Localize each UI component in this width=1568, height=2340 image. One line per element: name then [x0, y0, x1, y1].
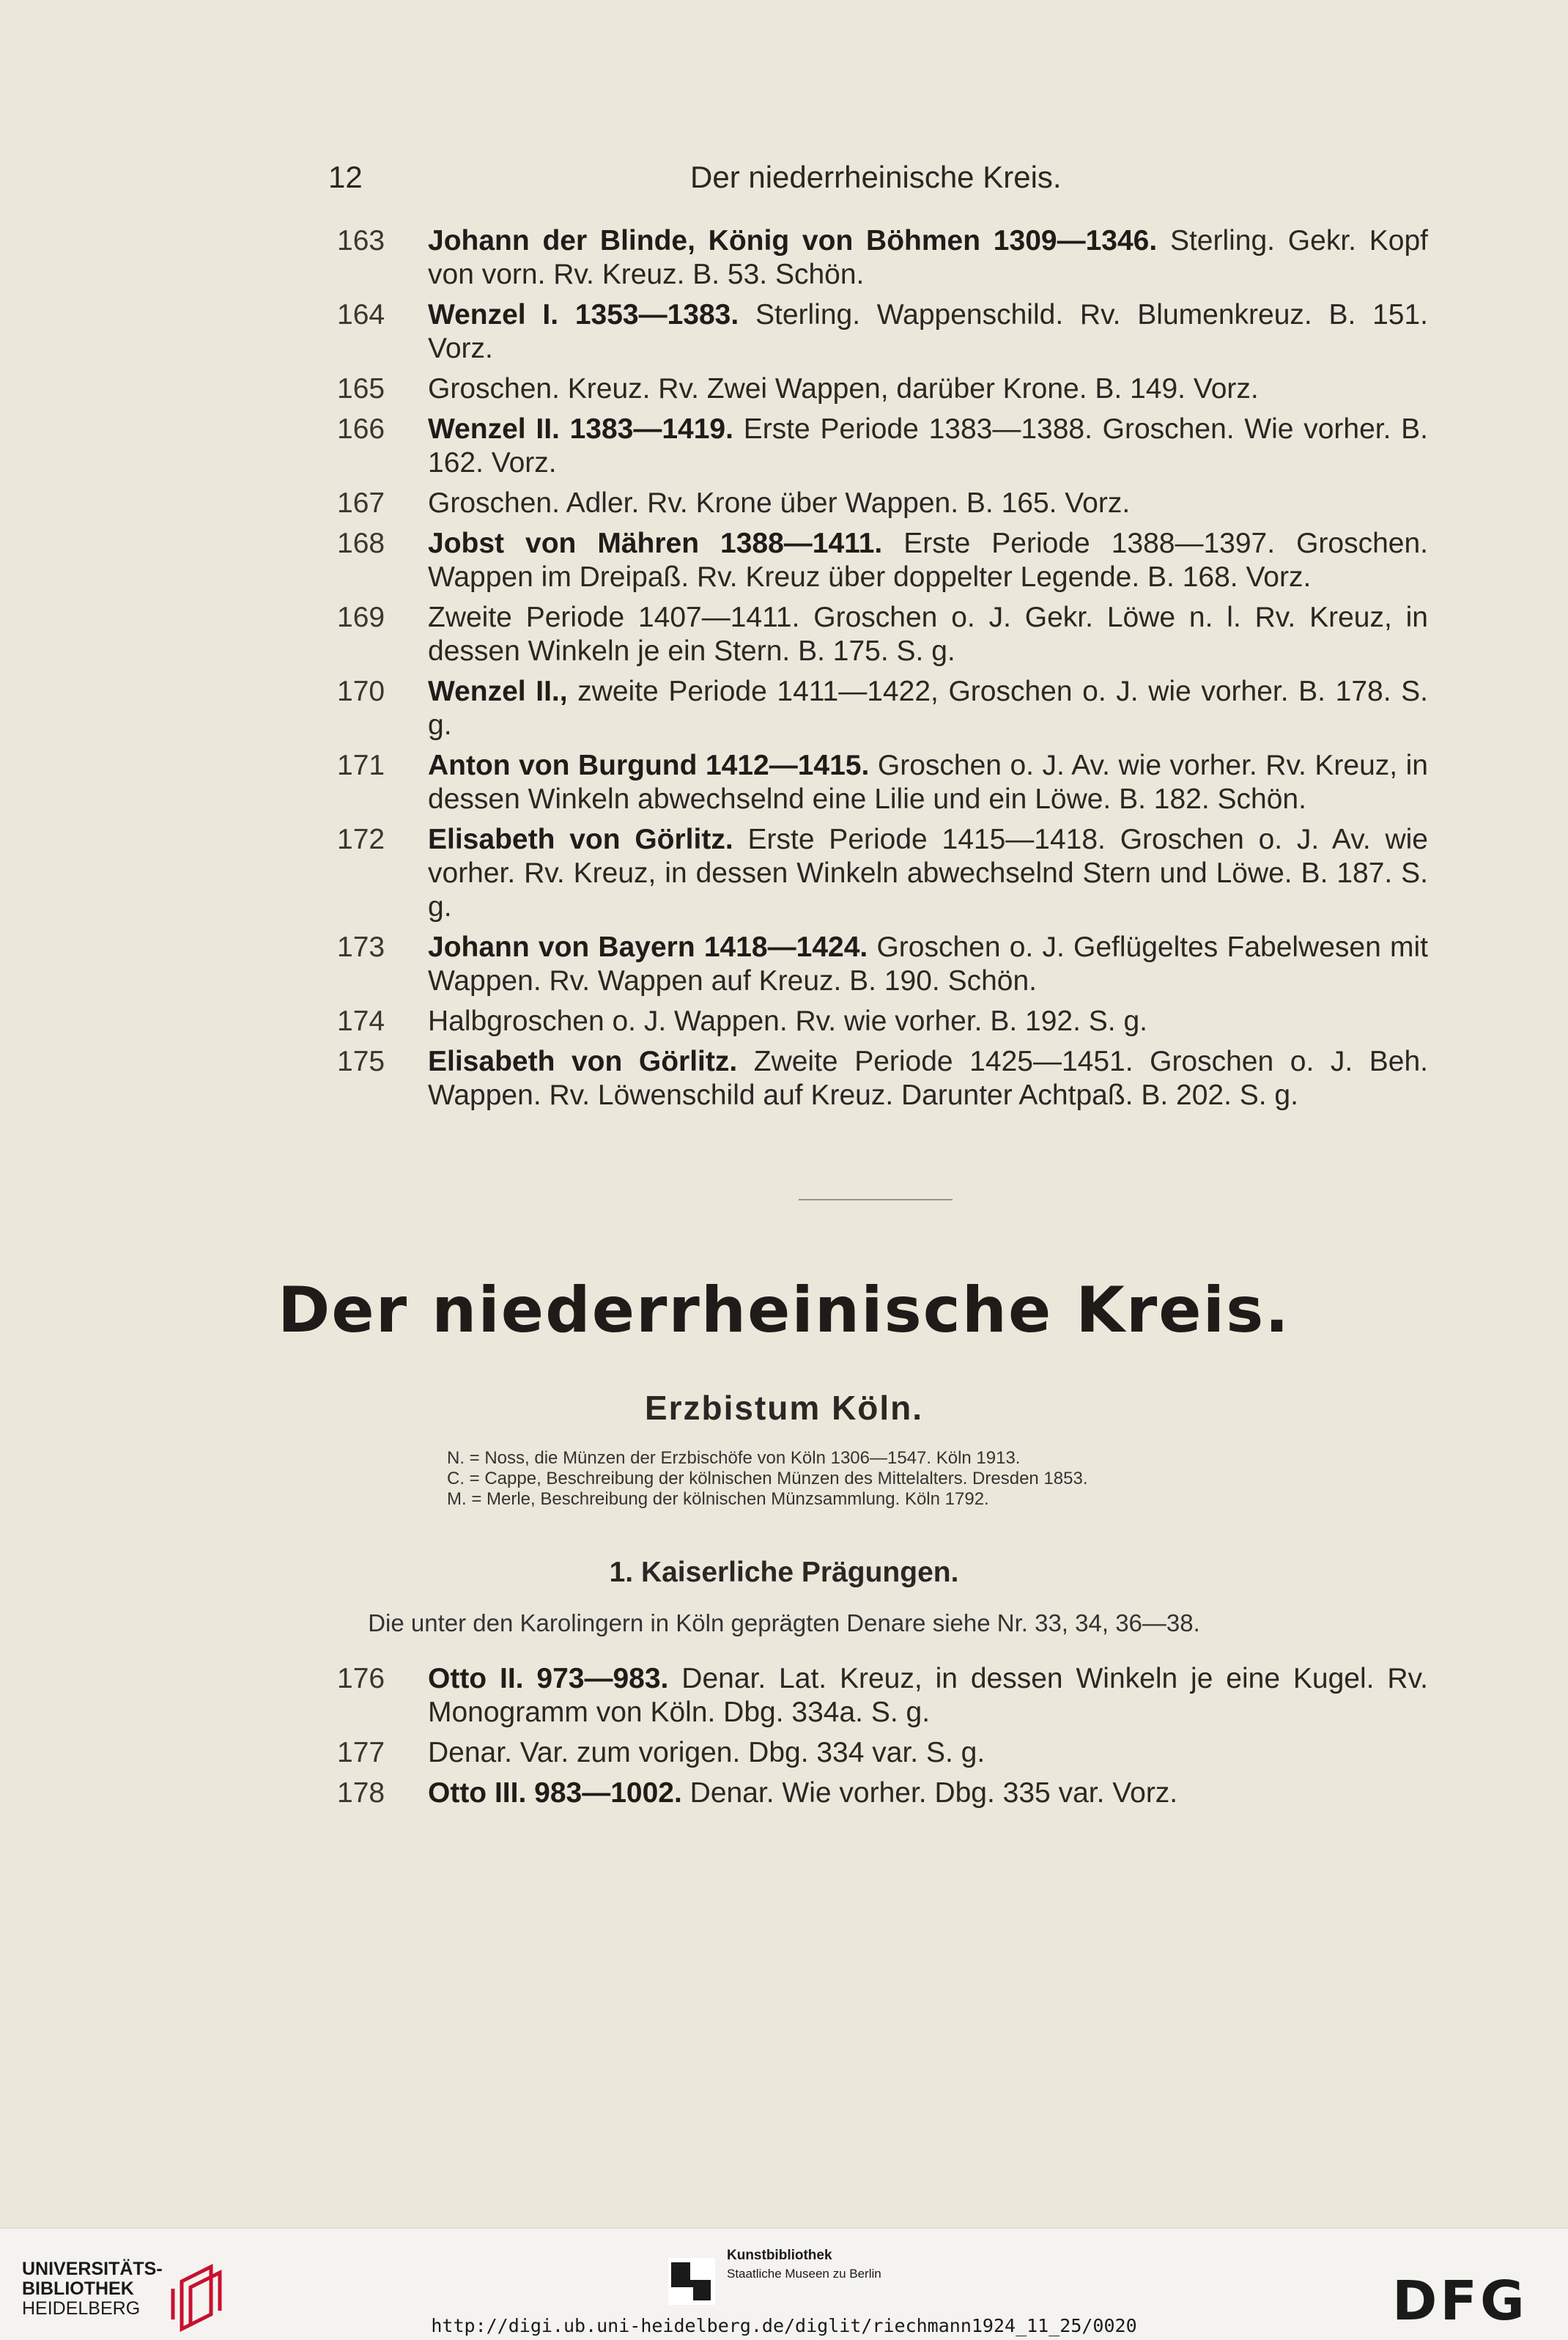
kunstbibliothek-subtitle: Staatliche Museen zu Berlin [727, 2267, 881, 2281]
section-subtitle: Erzbistum Köln. [644, 1389, 924, 1427]
running-head [328, 160, 1427, 204]
dfg-logo[interactable]: DFG [1392, 2270, 1528, 2333]
entry-ruler-heading: Wenzel II. 1383—1419. [428, 413, 733, 445]
kunstbibliothek-mark-icon [668, 2258, 715, 2305]
entry-number: 168 [337, 528, 385, 559]
entry-number: 176 [337, 1663, 385, 1694]
catalogue-entry [337, 487, 1436, 520]
entry-description: Zweite Periode 1407—1411. Groschen o. J. Gekr. Löwe n. l. Rv. Kreuz, in dessen Winkeln je ein Stern. B. 175. S. g. [428, 602, 1428, 667]
kunstbibliothek-logo[interactable] [668, 2248, 961, 2314]
catalogue-entry [337, 527, 1436, 594]
entry-description: Halbgroschen o. J. Wappen. Rv. wie vorher. B. 192. S. g. [428, 1005, 1147, 1037]
entry-ruler-heading: Elisabeth von Görlitz. [428, 1046, 738, 1077]
entry-body [428, 931, 1428, 998]
entry-number: 165 [337, 373, 385, 405]
separator-rule [799, 1199, 953, 1200]
entry-number: 167 [337, 487, 385, 519]
section-note: Die unter den Karolingern in Köln geprägten Denare siehe Nr. 33, 34, 36—38. [368, 1609, 1200, 1636]
entry-description: Denar. Lat. Kreuz, in dessen Winkeln je eine Kugel. Rv. Monogramm von Köln. Dbg. 334a. S. g. [428, 1663, 1428, 1728]
entry-body [428, 1045, 1428, 1112]
footer-bar [0, 2228, 1568, 2340]
catalogue-entry [337, 931, 1436, 998]
page-number: 12 [328, 160, 363, 194]
entry-body [428, 823, 1428, 924]
catalogue-entries-bottom [337, 1662, 1436, 1817]
entry-body [428, 675, 1428, 742]
entry-ruler-heading: Anton von Burgund 1412—1415. [428, 750, 870, 781]
entry-description: Sterling. Gekr. Kopf von vorn. Rv. Kreuz. B. 53. Schön. [428, 225, 1428, 290]
abbreviation-line: N. = Noss, die Münzen der Erzbischöfe von Köln 1306—1547. Köln 1913. [447, 1448, 1021, 1468]
entry-number: 171 [337, 750, 385, 781]
entry-description: Sterling. Wappenschild. Rv. Blumenkreuz. B. 151. Vorz. [428, 299, 1428, 364]
entry-number: 170 [337, 676, 385, 707]
entry-body [428, 749, 1428, 816]
source-url[interactable]: http://digi.ub.uni-heidelberg.de/diglit/riechmann1924_11_25/0020 [431, 2315, 1137, 2336]
ub-logo-line: UNIVERSITÄTS- [22, 2259, 163, 2279]
entry-body [428, 1736, 1428, 1770]
catalogue-entry [337, 372, 1436, 406]
catalogue-entry [337, 823, 1436, 924]
entry-body [428, 1005, 1428, 1038]
entry-number: 173 [337, 931, 385, 963]
entry-number: 177 [337, 1737, 385, 1768]
catalogue-entry [337, 1736, 1436, 1770]
entry-number: 163 [337, 225, 385, 256]
subsection-title: 1. Kaiserliche Prägungen. [609, 1557, 959, 1588]
ub-logo-line: HEIDELBERG [22, 2298, 141, 2319]
entry-description: zweite Periode 1411—1422, Groschen o. J. wie vorher. B. 178. S. g. [428, 676, 1428, 741]
entry-description: Erste Periode 1415—1418. Groschen o. J. Av. wie vorher. Rv. Kreuz, in dessen Winkeln abwechselnd Stern und Löwe. B. 187. S. g. [428, 824, 1428, 923]
entry-ruler-heading: Otto III. 983—1002. [428, 1777, 682, 1809]
entry-body [428, 487, 1428, 520]
entry-ruler-heading: Elisabeth von Görlitz. [428, 824, 733, 855]
kunstbibliothek-name: Kunstbibliothek [727, 2248, 832, 2263]
catalogue-entry [337, 1005, 1436, 1038]
entry-description: Denar. Wie vorher. Dbg. 335 var. Vorz. [681, 1777, 1178, 1809]
entry-number: 166 [337, 413, 385, 445]
entry-ruler-heading: Wenzel II., [428, 676, 568, 707]
entry-body [428, 413, 1428, 480]
entry-ruler-heading: Johann der Blinde, König von Böhmen 1309—1346. [428, 225, 1158, 256]
entry-body [428, 1776, 1428, 1810]
entry-body [428, 527, 1428, 594]
entry-ruler-heading: Johann von Bayern 1418—1424. [428, 931, 868, 963]
entry-ruler-heading: Otto II. 973—983. [428, 1663, 669, 1694]
entry-number: 164 [337, 299, 385, 331]
entry-description: Groschen o. J. Av. wie vorher. Rv. Kreuz, in dessen Winkeln abwechselnd eine Lilie und ein Löwe. B. 182. Schön. [428, 750, 1429, 815]
entry-number: 169 [337, 602, 385, 633]
entry-ruler-heading: Jobst von Mähren 1388—1411. [428, 528, 883, 559]
entry-description: Erste Periode 1383—1388. Groschen. Wie vorher. B. 162. Vorz. [428, 413, 1429, 479]
entry-number: 174 [337, 1005, 385, 1037]
entry-body [428, 298, 1428, 366]
section-title: Der niederrheinische Kreis. [278, 1274, 1290, 1347]
catalogue-entry [337, 601, 1436, 668]
catalogue-entry [337, 413, 1436, 480]
catalogue-entry [337, 675, 1436, 742]
catalogue-entry [337, 224, 1436, 292]
ub-heidelberg-logo[interactable] [22, 2259, 220, 2318]
catalogue-entry [337, 749, 1436, 816]
abbreviation-list [447, 1448, 1414, 1510]
catalogue-entry [337, 1662, 1436, 1730]
entry-number: 172 [337, 824, 385, 855]
entry-body [428, 372, 1428, 406]
abbreviation-line: M. = Merle, Beschreibung der kölnischen Münzsammlung. Köln 1792. [447, 1489, 989, 1509]
running-title: Der niederrheinische Kreis. [690, 160, 1062, 194]
catalogue-entries-top [337, 224, 1436, 1119]
entry-description: Groschen o. J. Geflügeltes Fabelwesen mit Wappen. Rv. Wappen auf Kreuz. B. 190. Schön. [428, 931, 1428, 997]
entry-description: Denar. Var. zum vorigen. Dbg. 334 var. S. g. [428, 1737, 985, 1768]
abbreviation-line: C. = Cappe, Beschreibung der kölnischen Münzen des Mittelalters. Dresden 1853. [447, 1469, 1088, 1488]
entry-description: Groschen. Kreuz. Rv. Zwei Wappen, darüber Krone. B. 149. Vorz. [428, 373, 1259, 405]
entry-body [428, 1662, 1428, 1730]
entry-description: Groschen. Adler. Rv. Krone über Wappen. B. 165. Vorz. [428, 487, 1131, 519]
catalogue-entry [337, 1045, 1436, 1112]
catalogue-entry [337, 298, 1436, 366]
entry-ruler-heading: Wenzel I. 1353—1383. [428, 299, 739, 331]
entry-body [428, 224, 1428, 292]
ub-logo-line: BIBLIOTHEK [22, 2278, 134, 2299]
entry-description: Erste Periode 1388—1397. Groschen. Wappen im Dreipaß. Rv. Kreuz über doppelter Legende. B. 168. Vorz. [428, 528, 1428, 593]
catalogue-entry [337, 1776, 1436, 1810]
entry-description: Zweite Periode 1425—1451. Groschen o. J. Beh. Wappen. Rv. Löwenschild auf Kreuz. Darunter Achtpaß. B. 202. S. g. [428, 1046, 1428, 1111]
entry-number: 178 [337, 1777, 385, 1809]
entry-body [428, 601, 1428, 668]
entry-number: 175 [337, 1046, 385, 1077]
